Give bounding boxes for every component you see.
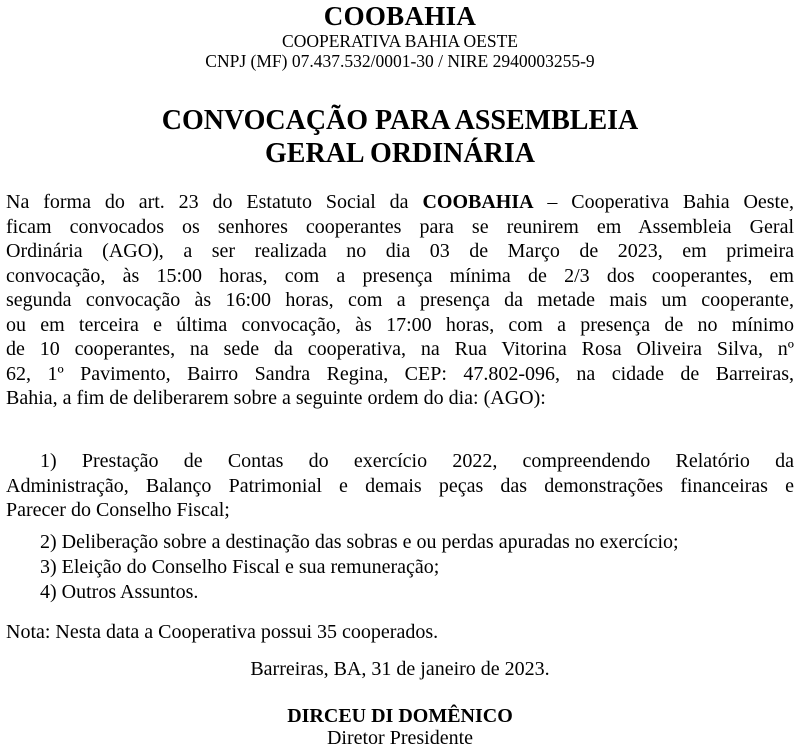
body-line-2: ficam convocados os senhores cooperantes para se reunirem em Assembleia Geral — [6, 215, 794, 238]
body-line-4: convocação, às 15:00 horas, com a presença mínima de 2/3 dos cooperantes, em — [6, 264, 794, 287]
notice-title-line-2: GERAL ORDINÁRIA — [265, 138, 535, 169]
organization-name: COOBAHIA — [323, 1, 477, 31]
note: Nota: Nesta data a Cooperativa possui 35 cooperados. — [6, 621, 439, 643]
body-line-3: Ordinária (AGO), a ser realizada no dia 03 de Março de 2023, em primeira — [6, 240, 794, 262]
agenda-item-4: 4) Outros Assuntos. — [40, 581, 199, 603]
signer-role: Diretor Presidente — [326, 727, 474, 749]
agenda-item-1-line-1: 1) Prestação de Contas do exercício 2022, compreendendo Relatório da — [40, 450, 794, 472]
body-line-7: de 10 cooperantes, na sede da cooperativa, na Rua Vitorina Rosa Oliveira Silva, nº — [6, 338, 794, 360]
agenda-item-3: 3) Eleição do Conselho Fiscal e sua remuneração; — [40, 556, 440, 578]
agenda-item-1-line-3: Parecer do Conselho Fiscal; — [6, 499, 230, 521]
body-org-name-bold: COOBAHIA — [422, 191, 534, 213]
body-line-1-text: Na forma do art. 23 do Estatuto Social da — [6, 191, 423, 213]
notice-title — [0, 104, 800, 170]
body-line-1-tail: – Cooperativa Bahia Oeste, — [533, 191, 794, 213]
signer-name: DIRCEU DI DOMÊNICO — [287, 705, 513, 727]
body-line-6: ou em terceira e última convocação, às 17:00 horas, com a presença de no mínimo — [6, 313, 794, 336]
body-line-9: Bahia, a fim de deliberarem sobre a seguinte ordem do dia: (AGO): — [6, 387, 546, 409]
body-line-1 — [6, 190, 794, 215]
place-and-date: Barreiras, BA, 31 de janeiro de 2023. — [250, 658, 550, 680]
body-line-5: segunda convocação às 16:00 horas, com a presença da metade mais um cooperante, — [6, 289, 794, 311]
agenda-item-1 — [6, 449, 794, 523]
agenda-item-2: 2) Deliberação sobre a destinação das sobras e ou perdas apuradas no exercício; — [40, 531, 679, 553]
notice-title-line-1: CONVOCAÇÃO PARA ASSEMBLEIA — [161, 105, 639, 136]
organization-registration-ids: CNPJ (MF) 07.437.532/0001-30 / NIRE 2940003255-9 — [205, 51, 595, 71]
agenda-item-1-line-2: Administração, Balanço Patrimonial e demais peças das demonstrações financeiras e — [6, 474, 794, 497]
organization-fullname: COOPERATIVA BAHIA OESTE — [282, 31, 518, 51]
body-line-8: 62, 1º Pavimento, Bairro Sandra Regina, CEP: 47.802-096, na cidade de Barreiras, — [6, 362, 794, 385]
notice-body — [6, 190, 794, 411]
